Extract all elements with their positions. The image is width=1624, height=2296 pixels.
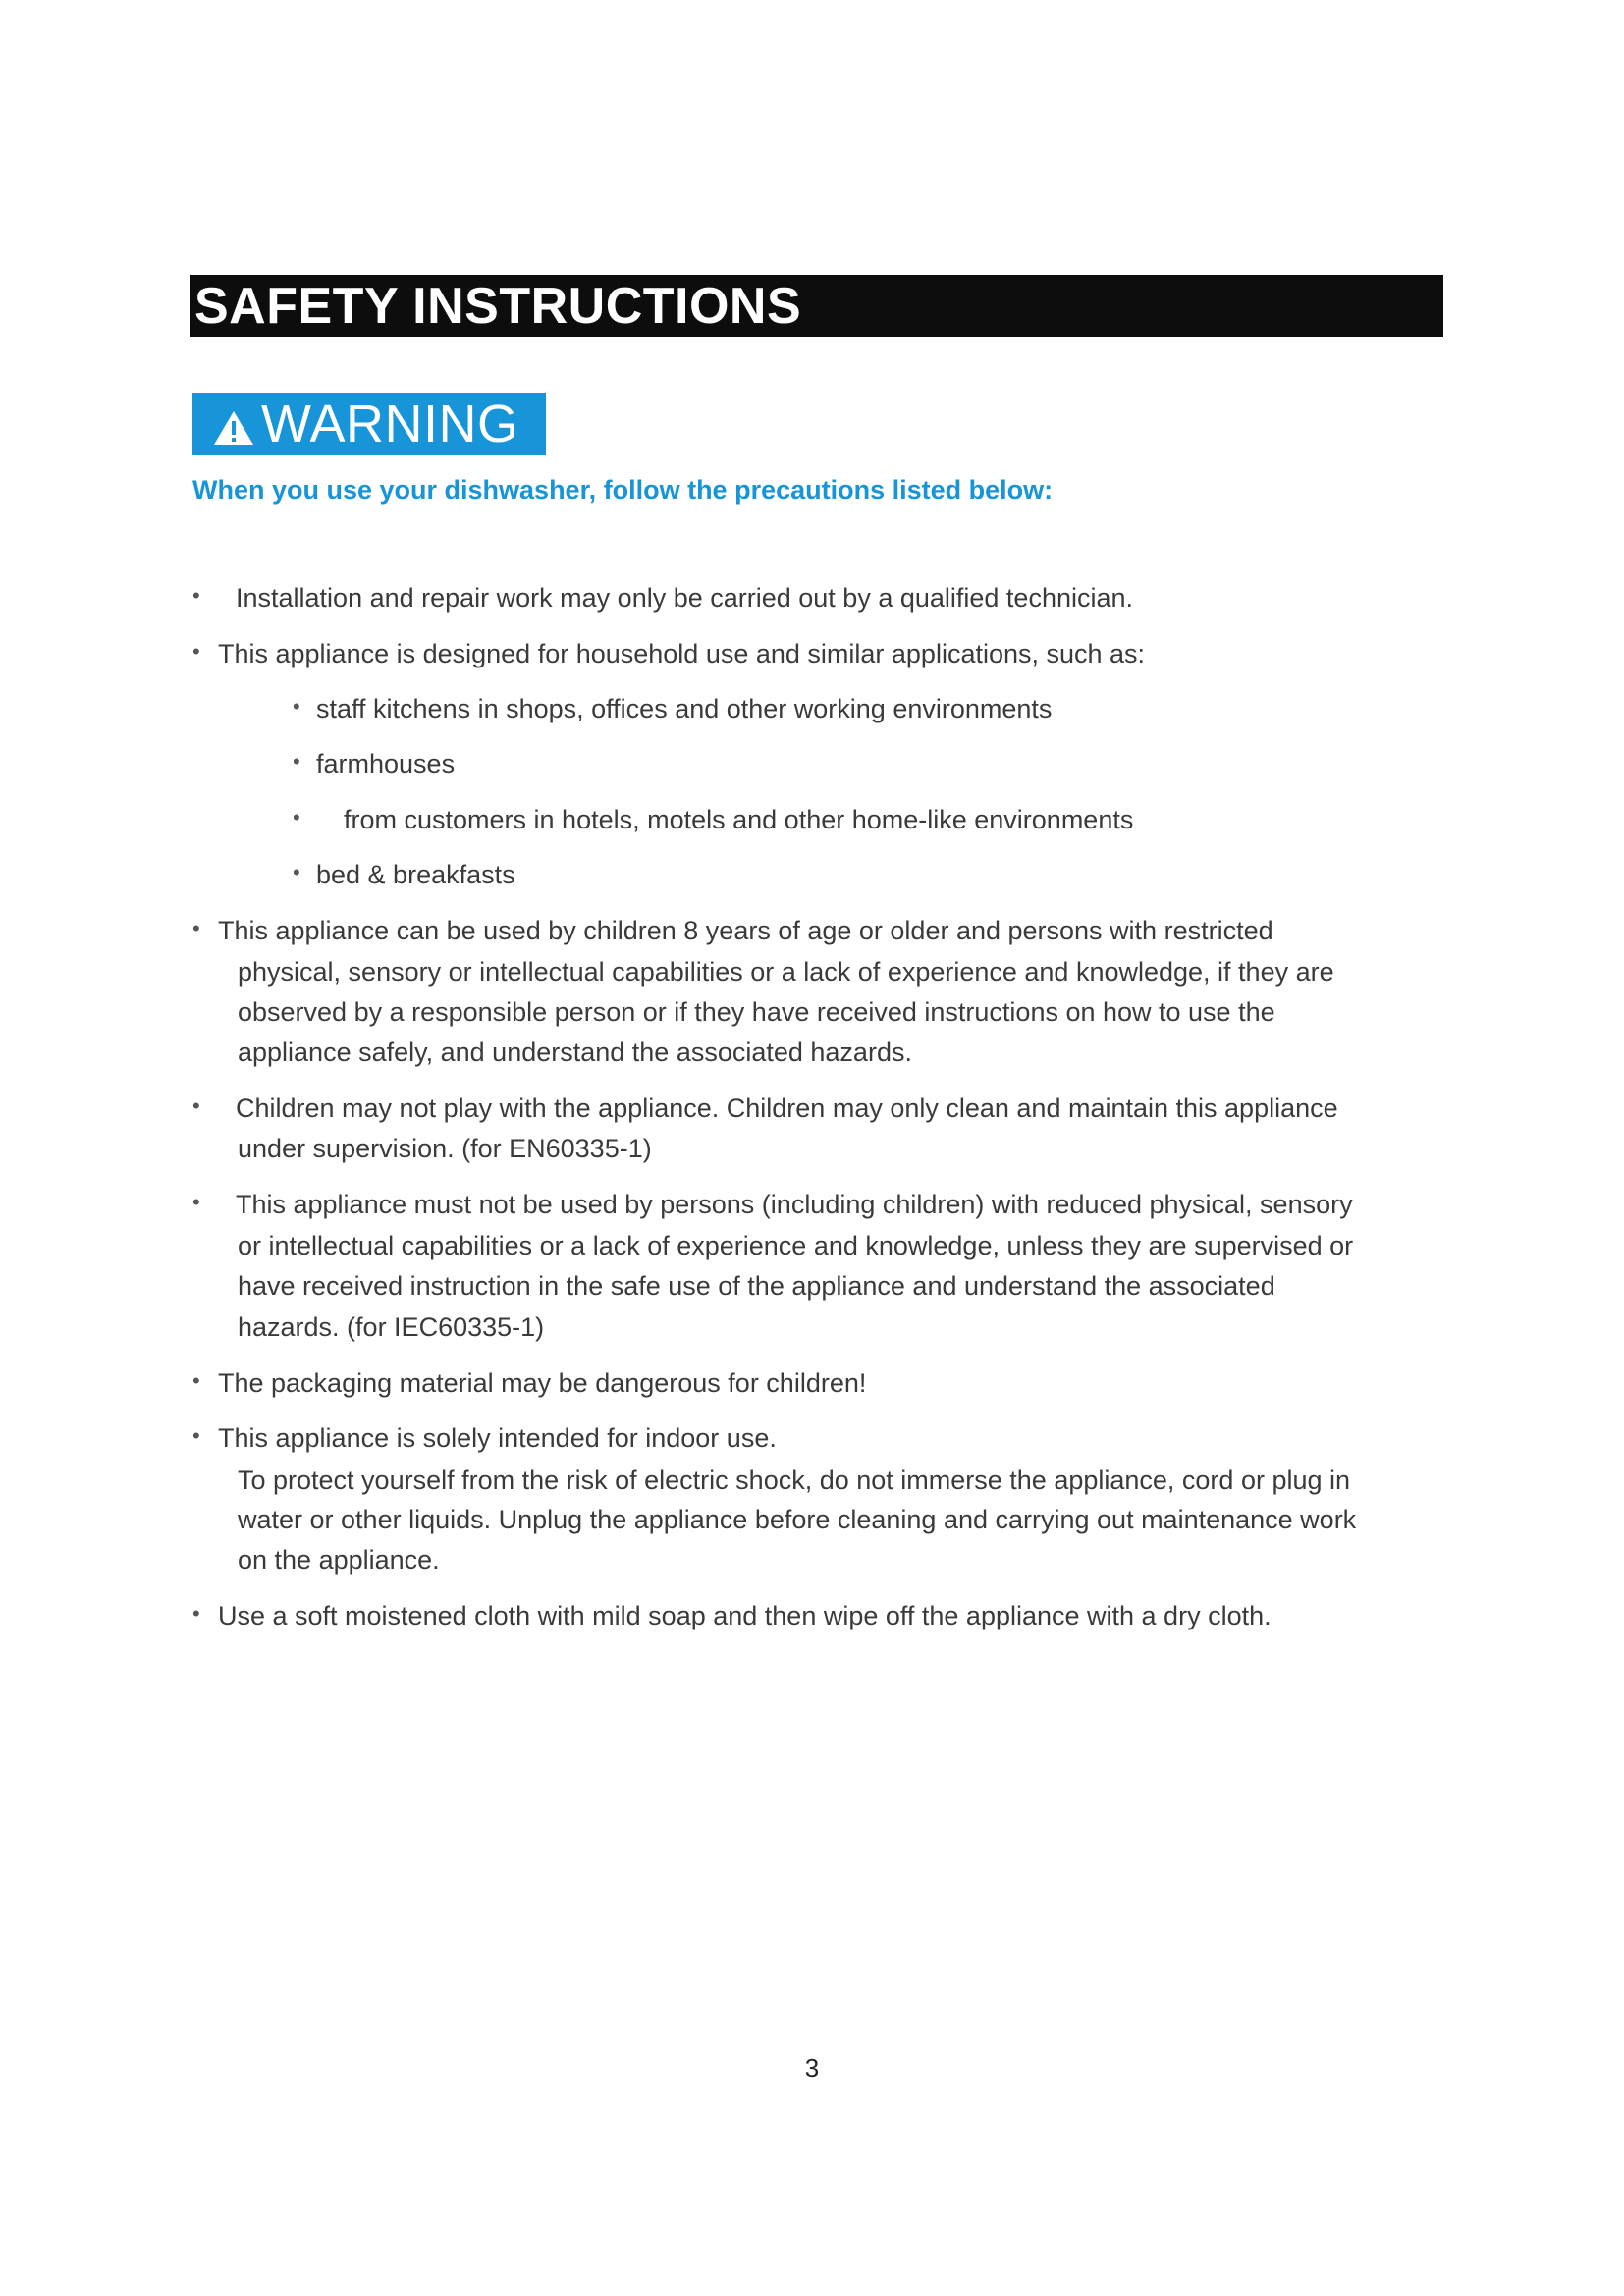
- list-item-line: This appliance must not be used by persons (including children) with reduced physical, sensory: [236, 1190, 1353, 1219]
- list-item-line: have received instruction in the safe use of the appliance and understand the associated: [238, 1271, 1275, 1301]
- bullet-marker: •: [192, 1190, 200, 1214]
- list-item-line: To protect yourself from the risk of electric shock, do not immerse the appliance, cord or plug in: [238, 1466, 1351, 1495]
- sub-bullet-marker: •: [293, 805, 300, 829]
- list-item: Use a soft moistened cloth with mild soap and then wipe off the appliance with a dry cloth.: [218, 1601, 1272, 1630]
- sub-list-item: staff kitchens in shops, offices and other working environments: [316, 694, 1053, 723]
- list-item: Installation and repair work may only be carried out by a qualified technician.: [236, 583, 1134, 613]
- sub-list-item: bed & breakfasts: [316, 860, 515, 889]
- bullet-marker: •: [192, 1423, 200, 1448]
- list-item-line: This appliance can be used by children 8 years of age or older and persons with restricted: [218, 916, 1273, 945]
- bullet-marker: •: [192, 639, 200, 664]
- list-item: This appliance is designed for household use and similar applications, such as:: [218, 639, 1146, 668]
- list-item-line: or intellectual capabilities or a lack of experience and knowledge, unless they are supervised or: [238, 1231, 1354, 1260]
- sub-bullet-marker: •: [293, 860, 300, 884]
- bullet-marker: •: [192, 1601, 200, 1626]
- list-item-line: hazards. (for IEC60335-1): [238, 1312, 545, 1342]
- bullet-marker: •: [192, 1368, 200, 1393]
- warning-badge: [192, 393, 546, 455]
- sub-bullet-marker: •: [293, 749, 300, 774]
- sub-list-item: from customers in hotels, motels and other home-like environments: [344, 805, 1134, 834]
- sub-list-item: farmhouses: [316, 749, 456, 778]
- list-item-line: observed by a responsible person or if they have received instructions on how to use the: [238, 997, 1275, 1027]
- list-item-line: Children may not play with the appliance. Children may only clean and maintain this appliance: [236, 1094, 1338, 1123]
- bullet-marker: •: [192, 583, 200, 608]
- section-header-bar: [190, 275, 1443, 337]
- list-item-line: appliance safely, and understand the associated hazards.: [238, 1038, 912, 1067]
- page-number: 3: [804, 2054, 820, 2083]
- bullet-marker: •: [192, 916, 200, 940]
- warning-triangle-icon: [212, 409, 255, 447]
- list-item-line: physical, sensory or intellectual capabilities or a lack of experience and knowledge, if they are: [238, 957, 1334, 987]
- bullet-marker: •: [192, 1094, 200, 1118]
- list-item-line: under supervision. (for EN60335-1): [238, 1134, 652, 1163]
- list-item-line: on the appliance.: [238, 1545, 440, 1575]
- section-title: SAFETY INSTRUCTIONS: [194, 277, 802, 335]
- list-item-line: water or other liquids. Unplug the appliance before cleaning and carrying out maintenance work: [238, 1505, 1357, 1534]
- precautions-subtitle: When you use your dishwasher, follow the precautions listed below:: [192, 475, 1054, 505]
- list-item-line: This appliance is solely intended for indoor use.: [218, 1423, 777, 1453]
- list-item: The packaging material may be dangerous for children!: [218, 1368, 867, 1398]
- warning-label: WARNING: [261, 395, 519, 454]
- sub-bullet-marker: •: [293, 694, 300, 719]
